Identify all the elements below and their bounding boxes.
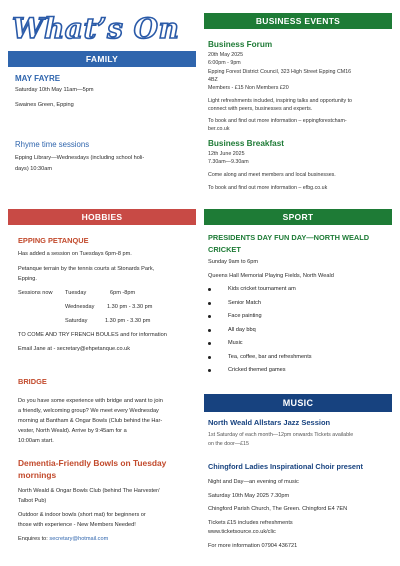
- bridge-line2: a friendly, welcoming group? We meet every Wednesday: [18, 408, 159, 414]
- bullet-icon: [208, 288, 211, 291]
- business-forum-venue-line2: 4BZ: [208, 77, 218, 83]
- page-title: What’s On: [12, 12, 180, 45]
- bowls-line4: those with experience - New Members Needed!: [18, 522, 136, 528]
- business-breakfast-heading: Business Breakfast: [208, 139, 284, 148]
- list-item-label: Kids cricket tournament am: [228, 286, 296, 292]
- family-header: FAMILY: [8, 51, 196, 67]
- bullet-icon: [208, 329, 211, 332]
- bowls-line2: Talbot Pub): [18, 498, 47, 504]
- may-fayre-venue: Swaines Green, Epping: [15, 102, 74, 108]
- choir-line6: For more information 07904 436721: [208, 543, 298, 549]
- business-forum-info-line2: ber.co.uk: [208, 126, 230, 132]
- bowls-enquiries-label: Enquires to:: [18, 536, 50, 542]
- bullet-icon: [208, 342, 211, 345]
- bullet-icon: [208, 356, 211, 359]
- business-forum-desc-line1: Light refreshments included, inspiring talks and opportunity to: [208, 98, 352, 104]
- business-forum-venue-line1: Epping Forest District Council, 323 High Street Epping CM16: [208, 69, 352, 75]
- petanque-session1-day: Tuesday: [65, 290, 87, 296]
- choir-ticket-link[interactable]: www.ticketsource.co.uk/clic: [208, 529, 276, 535]
- list-item-label: Tea, coffee, bar and refreshments: [228, 353, 312, 360]
- rhyme-time-line1: Epping Library—Wednesdays (including school holi-: [15, 155, 145, 161]
- list-item: [206, 326, 392, 340]
- petanque-session2-time: 1.30 pm - 3.30 pm: [107, 304, 153, 310]
- presidents-day-heading-line2: CRICKET: [208, 245, 241, 254]
- bridge-line1: Do you have some experience with bridge and want to join: [18, 398, 163, 404]
- business-breakfast-date: 12th June 2025: [208, 151, 245, 157]
- choir-heading: Chingford Ladies Inspirational Choir present: [208, 462, 363, 471]
- jazz-session-line2: on the door—£15: [208, 441, 249, 447]
- business-forum-heading: Business Forum: [208, 40, 273, 49]
- dementia-bowls-heading-line1: Dementia-Friendly Bowls on Tuesday: [18, 458, 167, 468]
- petanque-sessions-label: Sessions now: [18, 290, 53, 296]
- choir-line3: Chingford Parish Church, The Green. Chingford E4 7EN: [208, 506, 348, 512]
- list-item-label: Music: [228, 340, 243, 346]
- bridge-line5: 10:00am start.: [18, 438, 54, 444]
- list-item: [206, 312, 392, 326]
- dementia-bowls-heading-line2: mornings: [18, 470, 57, 480]
- bullet-icon: [208, 302, 211, 305]
- business-breakfast-time: 7.30am—9.30am: [208, 159, 249, 165]
- list-item: [206, 353, 392, 367]
- sport-header: SPORT: [204, 209, 392, 225]
- list-item: [206, 285, 392, 299]
- jazz-session-line1: 1st Saturday of each month—12pm onwards Tickets available: [208, 432, 354, 438]
- petanque-session2-day: Wednesday: [65, 304, 95, 310]
- petanque-session1-time: 6pm -8pm: [110, 290, 136, 296]
- petanque-come-try: TO COME AND TRY FRENCH BOULES and for information: [18, 332, 167, 338]
- rhyme-time-heading-text: Rhyme time sessions: [15, 140, 90, 149]
- business-breakfast-desc: Come along and meet members and local businesses.: [208, 172, 336, 178]
- bridge-line3: morning at Bantham & Ongar Bowls (Club behind the Har-: [18, 418, 163, 424]
- choir-line2: Saturday 10th May 2025 7.30pm: [208, 493, 290, 499]
- business-forum-info-line1: To book and find out more information – eppingforestcham-: [208, 118, 347, 124]
- petanque-line1: Has added a session on Tuesdays 6pm-8 pm.: [18, 251, 132, 257]
- bullet-icon: [208, 369, 211, 372]
- bowls-line3: Outdoor & indoor bowls (short mat) for beginners or: [18, 512, 146, 518]
- presidents-day-heading-line1: PRESIDENTS DAY FUN DAY—NORTH WEALD: [208, 233, 370, 242]
- list-item: [206, 366, 392, 380]
- bullet-icon: [208, 315, 211, 318]
- business-events-header: BUSINESS EVENTS: [204, 13, 392, 29]
- presidents-day-venue: Queens Hall Memorial Playing Fields, North Weald: [208, 273, 334, 279]
- may-fayre-date: Saturday 10th May 11am—5pm: [15, 87, 94, 93]
- bridge-line4: vester, North Weald). Arrive by 9:45am for a: [18, 428, 127, 434]
- bridge-heading: BRIDGE: [18, 377, 47, 386]
- rhyme-time-line2: days) 10:30am: [15, 166, 53, 172]
- rhyme-time-heading: [15, 140, 89, 149]
- list-item-label: All day bbq: [228, 326, 256, 333]
- petanque-line2: Petanque terrain by the tennis courts at Stonards Park,: [18, 266, 155, 272]
- business-forum-price: Members - £15 Non Members £20: [208, 85, 289, 91]
- sport-activity-list: [206, 285, 392, 380]
- bowls-enquiries: [18, 535, 108, 543]
- may-fayre-heading: MAY FAYRE: [15, 74, 61, 83]
- hobbies-header: HOBBIES: [8, 209, 196, 225]
- choir-line4: Tickets £15 includes refreshments: [208, 520, 293, 526]
- business-forum-time: 6:00pm - 9pm: [208, 60, 241, 66]
- epping-petanque-heading: EPPING PETANQUE: [18, 236, 89, 245]
- petanque-session3-time: 1.30 pm - 3.30 pm: [105, 318, 151, 324]
- petanque-session3-day: Saturday: [65, 318, 88, 324]
- choir-line1: Night and Day—an evening of music: [208, 479, 299, 485]
- list-item: [206, 299, 392, 313]
- presidents-day-time: Sunday 9am to 6pm: [208, 259, 259, 265]
- music-header: MUSIC: [204, 394, 392, 412]
- business-forum-date: 20th May 2025: [208, 52, 244, 58]
- list-item-label: Cricked themed games: [228, 367, 286, 373]
- business-breakfast-info: To book and find out more information – efbg.co.uk: [208, 185, 328, 191]
- list-item: [206, 339, 392, 353]
- business-forum-desc-line2: connect with peers, businesses and experts.: [208, 106, 313, 112]
- list-item-label: Senior Match: [228, 299, 261, 306]
- list-item-label: Face painting: [228, 313, 262, 319]
- bowls-line1: North Weald & Ongar Bowls Club (behind The Harvester/: [18, 488, 160, 494]
- jazz-session-heading: North Weald Allstars Jazz Session: [208, 418, 331, 427]
- petanque-email: Email Jane at - secretary@ehpetanque.co.uk: [18, 346, 131, 352]
- petanque-line3: Epping.: [18, 276, 37, 282]
- bowls-enquiries-email-link[interactable]: secretary@hotmail.com: [49, 536, 109, 542]
